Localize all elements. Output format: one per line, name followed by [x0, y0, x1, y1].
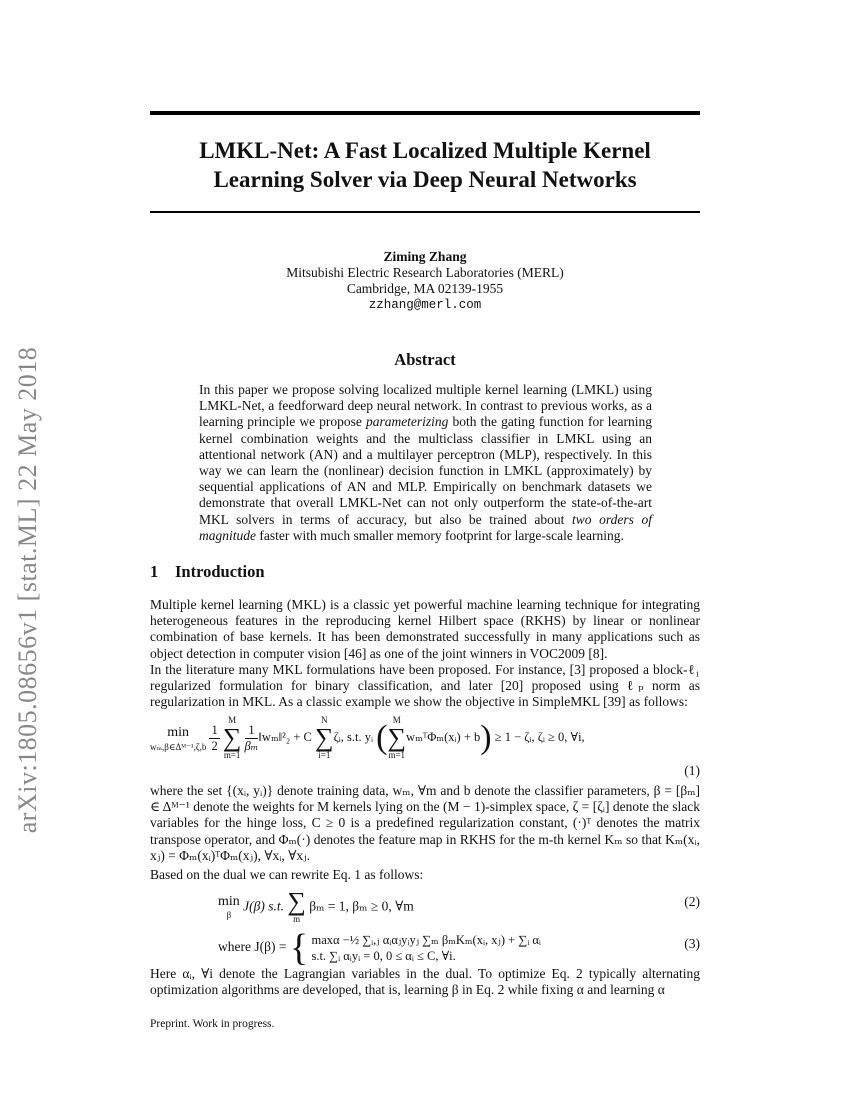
intro-paragraph-3: where the set {(xᵢ, yᵢ)} denote training data, wₘ, ∀m and b denote the classifier parameters, β = [βₘ] ∈ Δᴹ⁻¹ denote the weights for M kernels lying on the (M − 1)-simplex space, ζ = [ζᵢ] denote the slack variables for the hinge loss, C ≥ 0 is a predefined regularization constant, (·)ᵀ denotes the matrix transpose operator, and Φₘ(·) denotes the feature map in RKHS for the m-th kernel Kₘ so that Kₘ(xᵢ, xⱼ) = Φₘ(xᵢ)ᵀΦₘ(xⱼ), ∀xᵢ, ∀xⱼ. — [150, 783, 700, 863]
title-rule-top — [150, 111, 700, 115]
intro-paragraph-5: Here αᵢ, ∀i denote the Lagrangian variables in the dual. To optimize Eq. 2 typically alternating optimization algorithms are developed, that is, learning β in Eq. 2 while fixing α and learning α — [150, 966, 700, 998]
eq3-cases — [311, 932, 541, 964]
author-block — [150, 249, 700, 313]
eq2-min: min β — [218, 894, 240, 920]
equation-3-number: (3) — [684, 936, 700, 951]
equation-3-body: where J(β) = { maxα −½ ∑ᵢ,ⱼ αᵢαⱼyᵢyⱼ ∑ₘ βₘKₘ(xᵢ, xⱼ) + ∑ᵢ αᵢ s.t. ∑ᵢ αᵢyᵢ = 0, 0 ≤ αᵢ ≤ C, ∀i. — [218, 927, 541, 969]
equation-1 — [150, 715, 700, 785]
abstract-emphasis-2: two orders of magnitude — [199, 511, 652, 543]
eq1-half: $\frac{1}{2}$ — [211, 722, 218, 753]
eq1-inner: wₘᵀΦₘ(xᵢ) + b — [406, 729, 481, 744]
abstract-text-2: both the gating function for learning kernel combination weights and the multiclass classifier in LMKL using an attentional network (AN) and a multilayer perceptron (MLP), respectively. In this way we can learn the (nonlinear) decision function in LMKL (approximately) by sequential applications of AN and MLP. Empirically on benchmark datasets we demonstrate that overall LMKL-Net can not only outperform the state-of-the-art MKL solvers in terms of accuracy, but also be trained about — [199, 414, 652, 527]
eq1-min: min wₘ,β∈Δᴹ⁻¹,ζ,b — [150, 724, 207, 752]
author-location: Cambridge, MA 02139-1955 — [346, 281, 504, 296]
author-name: Ziming Zhang — [383, 249, 467, 264]
eq3-case-1: maxα −½ ∑ᵢ,ⱼ αᵢαⱼyᵢyⱼ ∑ₘ βₘKₘ(xᵢ, xⱼ) + ∑ᵢ αᵢ — [311, 933, 541, 947]
equation-1-number: (1) — [684, 763, 700, 778]
eq2-sum: ∑ m — [287, 887, 306, 924]
intro-paragraph-1: Multiple kernel learning (MKL) is a classic yet powerful machine learning technique for integrating heterogeneous features in the reproducing kernel Hilbert space (RKHS) by linear or nonlinear combination of base kernels. It has been demonstrated successfully in many applications such as object detection in computer vision [46] as one of the joint winners in VOC2009 [8]. — [150, 597, 700, 661]
eq1-sum-3: M ∑ m=1 — [387, 715, 407, 760]
intro-paragraph-2: In the literature many MKL formulations have been proposed. For instance, [3] proposed a block-ℓ₁ regularized formulation for binary classification, and later [20] proposed using ℓₚ norm as regularization in MKL. As a classic example we show the objective in SimpleMKL [39] as follows: — [150, 662, 700, 710]
abstract-body — [199, 382, 652, 544]
abstract-heading: Abstract — [394, 350, 456, 369]
section-title: Introduction — [175, 562, 265, 581]
abstract-text-3: faster with much smaller memory footprint for large-scale learning. — [256, 527, 624, 543]
author-email: zzhang@merl.com — [368, 298, 482, 312]
arxiv-stamp — [8, 300, 48, 880]
eq2-left: J(β) s.t. — [243, 898, 284, 914]
eq1-sum-1: M ∑ m=1 — [222, 715, 242, 760]
eq3-lead: where J(β) = — [218, 939, 287, 955]
eq1-inverse-beta: $\frac{1}{\text{βₘ}}$ — [244, 722, 259, 753]
title-line-1: LMKL-Net: A Fast Localized Multiple Kernel — [199, 138, 651, 163]
eq1-tail: ≥ 1 − ζᵢ, ζᵢ ≥ 0, ∀i, — [494, 729, 585, 744]
equation-2 — [150, 886, 700, 924]
equation-2-number: (2) — [684, 894, 700, 909]
equation-3 — [150, 926, 700, 969]
eq1-sum-2: N ∑ i=1 — [315, 715, 334, 760]
eq2-right: βₘ = 1, βₘ ≥ 0, ∀m — [309, 898, 414, 914]
eq3-case-2: s.t. ∑ᵢ αᵢyᵢ = 0, 0 ≤ αᵢ ≤ C, ∀i. — [311, 949, 456, 963]
title-rule-bottom — [150, 211, 700, 213]
title-line-2: Learning Solver via Deep Neural Networks — [213, 167, 637, 192]
paper-title — [150, 136, 700, 194]
author-affiliation: Mitsubishi Electric Research Laboratories (MERL) — [286, 265, 564, 280]
arxiv-identifier: arXiv:1805.08656v1 [stat.ML] 22 May 2018 — [13, 346, 42, 834]
equation-1-body: min wₘ,β∈Δᴹ⁻¹,ζ,b $\frac{1}{2}$ M ∑ m=1 $\frac{1}{\text{βₘ}}$ ‖wₘ‖²₂ + C N ∑ i=1 ζᵢ, s.t. yᵢ ( M ∑ m=1 wₘᵀΦₘ(xᵢ) + b) ≥ 1 − ζᵢ, ζᵢ ≥ 0, ∀i, — [150, 715, 585, 760]
eq1-norm: ‖wₘ‖²₂ + C — [258, 729, 312, 744]
equation-2-body — [218, 887, 414, 925]
eq1-constraint: ζᵢ, s.t. yᵢ — [333, 729, 374, 744]
section-heading — [150, 562, 265, 582]
intro-paragraph-4: Based on the dual we can rewrite Eq. 1 as follows: — [150, 867, 424, 882]
section-number: 1 — [150, 562, 159, 581]
abstract-text-1: In this paper we propose solving localized multiple kernel learning (LMKL) using LMKL-Net, a feedforward deep neural network. In contrast to previous works, as a learning principle we propose — [199, 382, 652, 430]
abstract-emphasis-1: parameterizing — [365, 414, 449, 430]
preprint-footnote: Preprint. Work in progress. — [150, 1018, 275, 1030]
